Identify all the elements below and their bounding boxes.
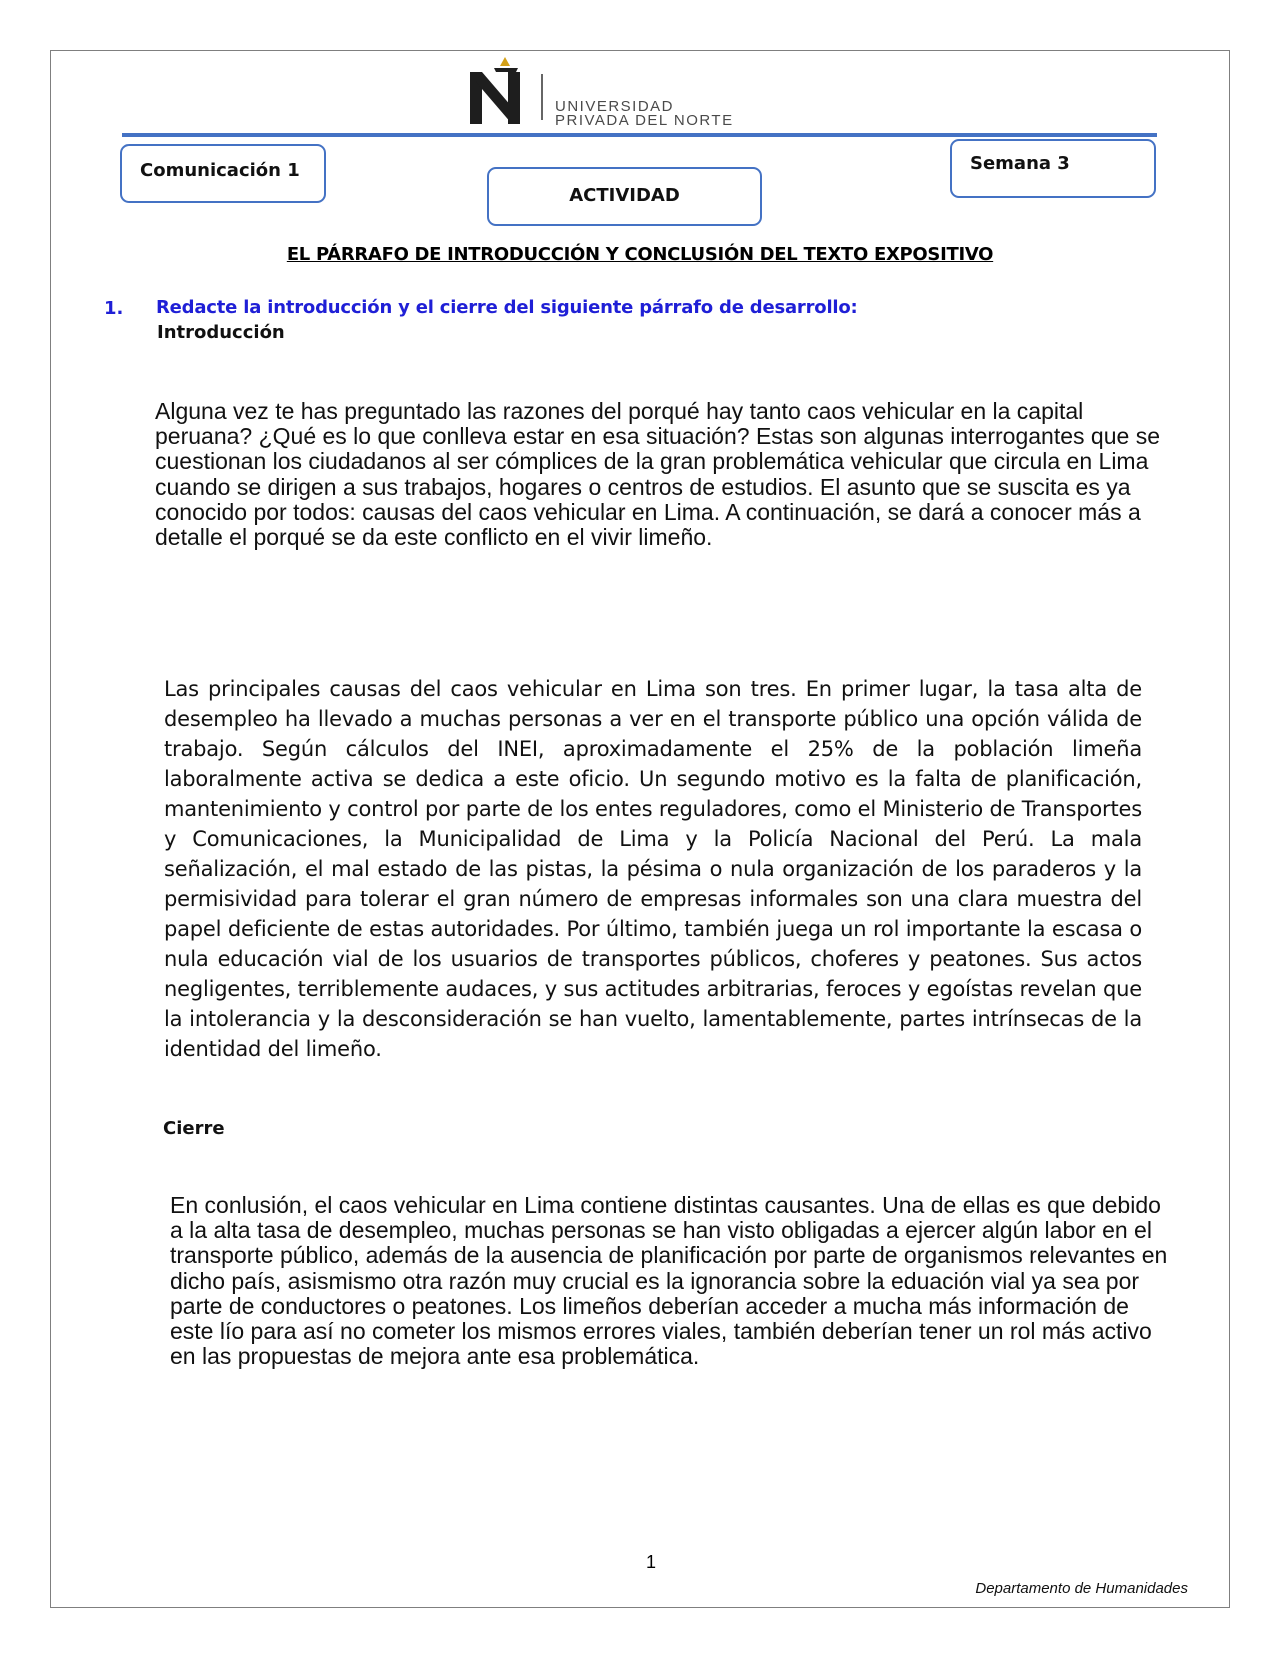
logo-line-1: UNIVERSIDAD — [555, 98, 675, 115]
question-number: 1. — [104, 298, 124, 319]
week-label: Semana 3 — [970, 153, 1070, 174]
question-text: Redacte la introducción y el cierre del siguiente párrafo de desarrollo: — [156, 297, 858, 318]
logo-divider — [541, 74, 543, 120]
week-box — [950, 139, 1156, 198]
development-paragraph: Las principales causas del caos vehicular en Lima son tres. En primer lugar, la tasa alta de desempleo ha llevado a muchas personas a ver en el transporte público una opción válida de trabajo. Según cálculos del INEI, aproximadamente el 25% de la población limeña laboralmente activa se dedica a este oficio. Un segundo motivo es la falta de planificación, mantenimiento y control por parte de los entes reguladores, como el Ministerio de Transportes y Comunicaciones, la Municipalidad de Lima y la Policía Nacional del Perú. La mala señalización, el mal estado de las pistas, la pésima o nula organización de los paraderos y la permisividad para tolerar el gran número de empresas informales son una clara muestra del papel deficiente de estas autoridades. Por último, también juega un rol importante la escasa o nula educación vial de los usuarios de transportes públicos, choferes y peatones. Sus actos negligentes, terriblemente audaces, y sus actitudes arbitrarias, feroces y egoístas revelan que la intolerancia y la desconsideración se han vuelto, lamentablemente, partes intrínsecas de la identidad del limeño. — [164, 677, 1142, 1061]
logo-line-2: PRIVADA DEL NORTE — [555, 112, 734, 129]
closing-paragraph: En conlusión, el caos vehicular en Lima contiene distintas causantes. Una de ellas es que debido a la alta tasa de desempleo, muchas personas se han visto obligadas a ejercer algún labor en el transporte público, además de la ausencia de planificación por parte de organismos relevantes en dicho país, asismismo otra razón muy crucial es la ignorancia sobre la eduación vial ya sea por parte de conductores o peatones. Los limeños deberían acceder a mucha más información de este lío para así no cometer los mismos errores viales, también deberían tener un rol más activo en las propuestas de mejora ante esa problemática. — [170, 1192, 1168, 1370]
intro-label: Introducción — [157, 322, 285, 343]
course-box — [120, 144, 326, 203]
course-label: Comunicación 1 — [140, 160, 300, 181]
department-footer: Departamento de Humanidades — [975, 1580, 1188, 1597]
intro-paragraph: Alguna vez te has preguntado las razones del porqué hay tanto caos vehicular en la capital peruana? ¿Qué es lo que conlleva estar en esa situación? Estas son algunas interrogantes que se cuestionan los ciudadanos al ser cómplices de la gran problemática vehicular que circula en Lima cuando se dirigen a sus trabajos, hogares o centros de estudios. El asunto que se suscita es ya conocido por todos: causas del caos vehicular en Lima. A continuación, se dará a conocer más a detalle el porqué se da este conflicto en el vivir limeño. — [155, 398, 1160, 551]
page-number: 1 — [645, 1552, 656, 1572]
activity-label: ACTIVIDAD — [569, 185, 680, 206]
activity-box — [487, 167, 762, 226]
closing-label: Cierre — [163, 1118, 225, 1139]
header-divider — [122, 133, 1157, 137]
document-title: EL PÁRRAFO DE INTRODUCCIÓN Y CONCLUSIÓN DEL TEXTO EXPOSITIVO — [286, 244, 994, 265]
logo-text — [555, 100, 734, 128]
